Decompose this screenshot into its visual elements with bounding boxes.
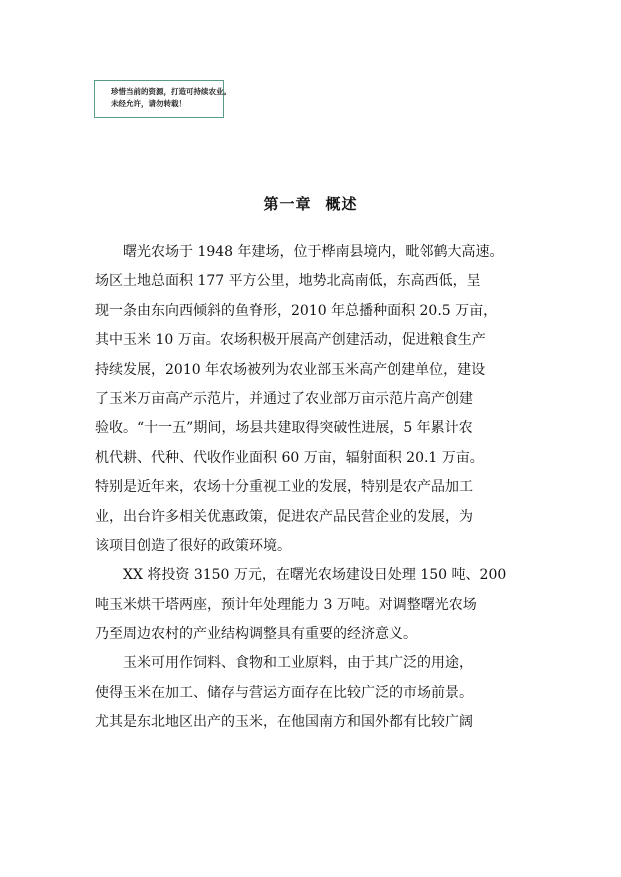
body-text (95, 238, 535, 738)
text-line: 了玉米万亩高产示范片，并通过了农业部万亩示范片高产创建 (95, 390, 473, 407)
text-line: 现一条由东向西倾斜的鱼脊形，2010 年总播种面积 20.5 万亩， (95, 302, 498, 319)
text-line: 验收。“十一五”期间，场县共建取得突破性进展，5 年累计农 (95, 420, 473, 437)
text-line: XX 将投资 3150 万元，在曙光农场建设日处理 150 吨、200 (123, 567, 507, 584)
text-line: 持续发展，2010 年农场被列为农业部玉米高产创建单位，建设 (95, 361, 486, 378)
text-line: 业，出台许多相关优惠政策，促进农产品民营企业的发展，为 (95, 508, 473, 525)
text-line: 玉米可用作饲料、食物和工业原料，由于其广泛的用途， (123, 655, 473, 672)
text-line: 乃至周边农村的产业结构调整具有重要的经济意义。 (95, 626, 417, 643)
chapter-number: 第一章 (263, 195, 312, 213)
chapter-heading: 概述 (325, 195, 358, 213)
text-line: 尤其是东北地区出产的玉米，在他国南方和国外都有比较广阔 (95, 714, 473, 731)
text-line: 特别是近年来，农场十分重视工业的发展，特别是农产品加工 (95, 479, 473, 496)
text-line: 场区土地总面积 177 平方公里，地势北高南低，东高西低，呈 (95, 273, 481, 290)
text-line: 机代耕、代种、代收作业面积 60 万亩，辐射面积 20.1 万亩。 (95, 449, 484, 466)
text-line: 曙光农场于 1948 年建场，位于桦南县境内，毗邻鹤大高速。 (123, 244, 504, 260)
text-line: 吨玉米烘干塔两座，预计年处理能力 3 万吨。对调整曙光农场 (95, 596, 477, 613)
text-line: 使得玉米在加工、储存与营运方面存在比较广泛的市场前景。 (95, 684, 473, 701)
text-line: 其中玉米 10 万亩。农场积极开展高产创建活动，促进粮食生产 (95, 332, 486, 349)
notice-line: 未经允许，请勿转载！ (111, 99, 186, 108)
chapter-title (0, 194, 621, 214)
copyright-notice-box (94, 80, 231, 118)
notice-line: 珍惜当前的资源，打造可持续农业。 (111, 87, 231, 96)
text-line: 该项目创造了很好的政策环境。 (95, 537, 291, 554)
